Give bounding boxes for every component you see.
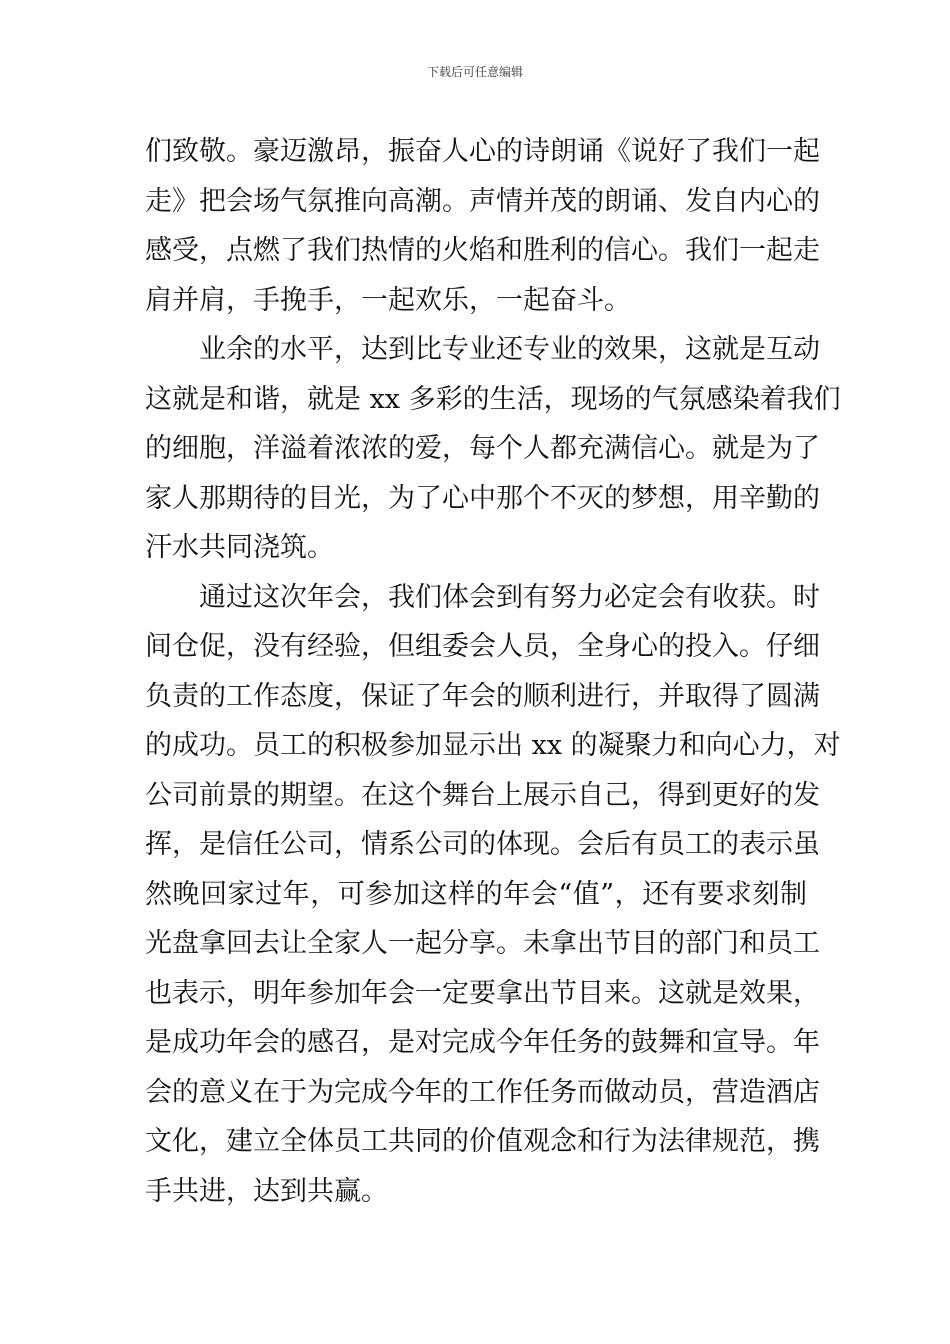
text-line: 然晚回家过年，可参加这样的年会“值”，还有要求刻制 [145, 878, 807, 910]
text-line: 通过这次年会，我们体会到有努力必定会有收获。时 [199, 581, 820, 613]
text-line: 汗水共同浇筑。 [145, 532, 334, 563]
text-line: 也表示，明年参加年会一定要拿出节目来。这就是效果， [145, 977, 820, 1009]
text-line: 的细胞，洋溢着浓浓的爱，每个人都充满信心。就是为了 [145, 433, 820, 464]
text-line: 这就是和谐，就是 xx 多彩的生活，现场的气氛感染着我们 [145, 383, 841, 415]
text-line: 肩并肩，手挽手，一起欢乐，一起奋斗。 [145, 284, 631, 316]
text-line: 会的意义在于为完成今年的工作任务而做动员，营造酒店 [145, 1076, 820, 1108]
text-line: 的成功。员工的积极参加显示出 xx 的凝聚力和向心力，对 [145, 730, 841, 761]
text-line: 公司前景的期望。在这个舞台上展示自己，得到更好的发 [145, 779, 820, 811]
text-line: 是成功年会的感召，是对完成今年任务的鼓舞和宣导。年 [145, 1027, 820, 1058]
text-line: 感受，点燃了我们热情的火焰和胜利的信心。我们一起走 [145, 235, 820, 266]
text-line: 光盘拿回去让全家人一起分享。未拿出节目的部门和员工 [145, 928, 820, 959]
document-body [145, 127, 841, 1216]
paragraph-1 [145, 127, 820, 325]
paragraph-2 [145, 325, 841, 573]
text-line: 手共进，达到共赢。 [145, 1175, 388, 1207]
text-line: 们致敬。豪迈激昂，振奋人心的诗朗诵《说好了我们一起 [145, 136, 820, 167]
text-line: 业余的水平，达到比专业还专业的效果，这就是互动 [199, 334, 820, 365]
text-line: 文化，建立全体员工共同的价值观念和行为法律规范，携 [145, 1126, 820, 1157]
page-header: 下载后可任意编辑 [426, 65, 523, 79]
text-line: 家人那期待的目光，为了心中那个不灭的梦想，用辛勤的 [145, 482, 820, 514]
text-line: 负责的工作态度，保证了年会的顺利进行，并取得了圆满 [145, 680, 820, 712]
text-line: 走》把会场气氛推向高潮。声情并茂的朗诵、发自内心的 [145, 185, 820, 217]
paragraph-3 [145, 573, 841, 1217]
text-line: 间仓促，没有经验，但组委会人员，全身心的投入。仔细 [145, 631, 820, 662]
text-line: 挥，是信任公司，情系公司的体现。会后有员工的表示虽 [145, 829, 820, 860]
